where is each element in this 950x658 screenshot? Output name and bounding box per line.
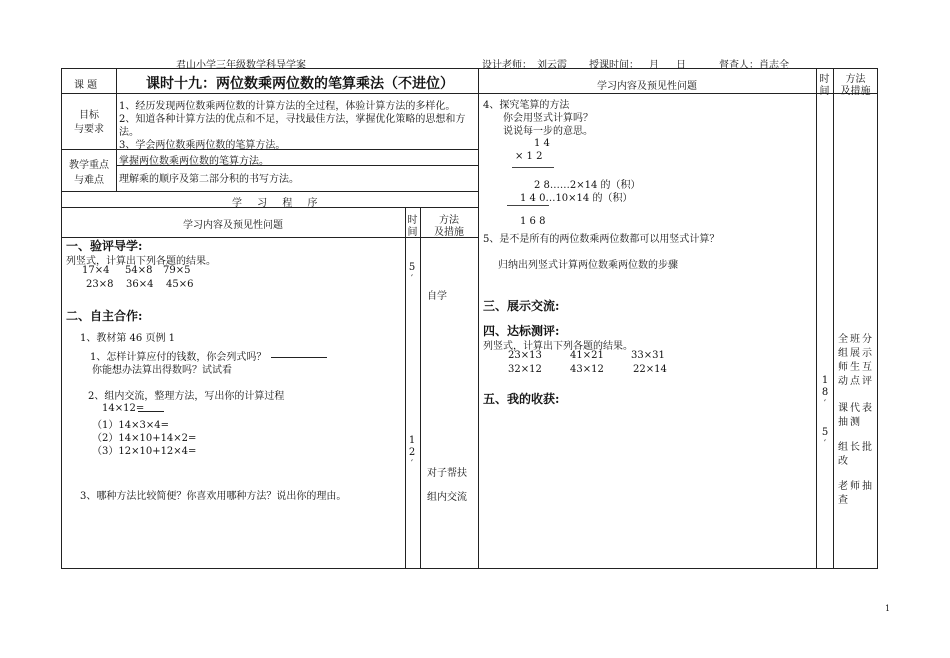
s4-expr-5: 43×12 xyxy=(570,364,604,375)
right-method-a: 全班分组展示师生互动点评 xyxy=(838,334,874,387)
s1-expr-1: 17×4 xyxy=(82,265,110,276)
col-time-right-1: 时 xyxy=(819,74,830,85)
section-1-instruction: 列竖式，计算出下列各题的结果。 xyxy=(66,256,216,267)
right-method-d: 老师抽查 xyxy=(838,481,874,506)
col-method-left-2: 及措施 xyxy=(434,227,464,238)
vertical-calc-rule-1 xyxy=(512,167,554,168)
day-label: 日 xyxy=(676,60,686,71)
s2-question-1b: 你能想办法算出得数吗？试试看 xyxy=(92,365,232,376)
section-1-heading: 一、验评导学: xyxy=(66,239,143,253)
left-method-3: 组内交流 xyxy=(427,492,467,503)
right-time-2: 5 ′ xyxy=(821,427,829,450)
item-5b: 归纳出列竖式计算两位数乘两位数的步骤 xyxy=(498,260,678,271)
key-point: 掌握两位数乘两位数的笔算方法。 xyxy=(119,156,269,167)
difficulty: 理解乘的顺序及第二部分积的书写方法。 xyxy=(119,174,299,185)
s2-answer-blank xyxy=(271,357,327,358)
key-label-2: 与难点 xyxy=(74,175,104,186)
key-label-1: 教学重点 xyxy=(69,160,109,171)
col-time-left-1: 时 xyxy=(407,215,418,226)
right-method-c: 组长批改 xyxy=(838,442,874,467)
center-divider xyxy=(478,68,479,569)
item-5: 5、是不是所有的两位数乘两位数都可以用竖式计算？ xyxy=(483,234,720,245)
s2-method-2: （2）14×10+14×2= xyxy=(92,433,197,444)
s2-item-1: 1、教材第 46 页例 1 xyxy=(80,333,175,344)
right-method-b: 课代表抽测 xyxy=(838,403,874,428)
school-title: 君山小学三年级数学科导学案 xyxy=(176,60,306,71)
goal-label-1: 目标 xyxy=(79,110,99,121)
s4-expr-1: 23×13 xyxy=(508,350,542,361)
left-time-2: 12 ′ xyxy=(408,435,416,470)
month-label: 月 xyxy=(649,60,659,71)
s1-expr-2: 54×8 xyxy=(125,265,153,276)
col-content-left: 学习内容及预见性问题 xyxy=(183,220,283,231)
goal-3: 法。 xyxy=(119,127,139,138)
goal-4: 3、学会两位数乘两位数的笔算方法。 xyxy=(119,140,286,151)
left-time-1: 5 ′ xyxy=(408,262,416,285)
section-2-heading: 二、自主合作: xyxy=(66,309,143,323)
time-label: 授课时间： xyxy=(589,60,639,71)
goal-label-2: 与要求 xyxy=(74,124,104,135)
s1-expr-4: 23×8 xyxy=(86,279,114,290)
col-content-right: 学习内容及预见性问题 xyxy=(597,81,697,92)
supervisor: 督查人：肖志全 xyxy=(719,60,789,71)
s1-expr-6: 45×6 xyxy=(166,279,194,290)
col-method-left-1: 方法 xyxy=(439,215,459,226)
s1-expr-5: 36×4 xyxy=(126,279,154,290)
page-number: 1 xyxy=(885,604,891,613)
s2-question-1: 1、怎样计算应付的钱数，你会列式吗？ xyxy=(90,352,267,363)
vertical-calc-line-1: 1 4 xyxy=(534,138,550,149)
s2-expression-blank xyxy=(138,411,164,412)
s4-expr-3: 33×31 xyxy=(631,350,665,361)
vertical-calc-line-2: × 1 2 xyxy=(515,151,543,162)
goal-2: 2、知道各种计算方法的优点和不足，寻找最佳方法，掌握优化策略的思想和方 xyxy=(119,114,466,125)
s4-expr-2: 41×21 xyxy=(570,350,604,361)
procedure-label: 学 习 程 序 xyxy=(232,198,324,209)
s2-method-3: （3）12×10+12×4= xyxy=(92,446,197,457)
section-5-heading: 五、我的收获: xyxy=(483,392,560,406)
col-time-left-2: 间 xyxy=(407,227,418,238)
col-method-right-1: 方法 xyxy=(845,74,866,85)
vertical-calc-line-5: 1 6 8 xyxy=(520,216,546,227)
s4-expr-4: 32×12 xyxy=(508,364,542,375)
col-method-right-2: 及措施 xyxy=(840,86,871,97)
s1-expr-3: 79×5 xyxy=(163,265,191,276)
designer-label: 设计老师： xyxy=(482,60,532,71)
right-time-1: 18 ′ xyxy=(821,375,829,410)
s2-question-3: 3、哪种方法比较简便？你喜欢用哪种方法？说出你的理由。 xyxy=(80,491,347,502)
topic-label: 课 题 xyxy=(74,80,98,91)
item-4b: 说说每一步的意思。 xyxy=(503,126,593,137)
section-4-instruction: 列竖式，计算出下列各题的结果。 xyxy=(483,341,633,352)
s4-expr-6: 22×14 xyxy=(633,364,667,375)
left-method-1: 自学 xyxy=(427,291,447,302)
s2-expression: 14×12= xyxy=(102,403,145,414)
s2-method-1: （1）14×3×4= xyxy=(92,420,169,431)
item-4a: 你会用竖式计算吗？ xyxy=(503,113,593,124)
col-time-right-2: 间 xyxy=(819,86,830,97)
vertical-calc-rule-2 xyxy=(507,205,549,206)
section-4-heading: 四、达标测评: xyxy=(483,324,560,338)
item-4: 4、探究笔算的方法 xyxy=(483,100,570,111)
vertical-calc-line-3: 2 8……2×14 的（积） xyxy=(534,180,641,191)
goal-1: 1、经历发现两位数乘两位数的计算方法的全过程，体验计算方法的多样化。 xyxy=(119,101,456,112)
section-3-heading: 三、展示交流: xyxy=(483,299,560,313)
designer-name: 刘云霞 xyxy=(537,60,567,71)
s2-question-2: 2、组内交流，整理方法，写出你的计算过程 xyxy=(88,391,285,402)
left-method-2: 对子帮扶 xyxy=(427,468,467,479)
vertical-calc-line-4: 1 4 0…10×14 的（积） xyxy=(520,193,633,204)
lesson-title: 课时十九：两位数乘两位数的笔算乘法（不进位） xyxy=(146,76,454,92)
